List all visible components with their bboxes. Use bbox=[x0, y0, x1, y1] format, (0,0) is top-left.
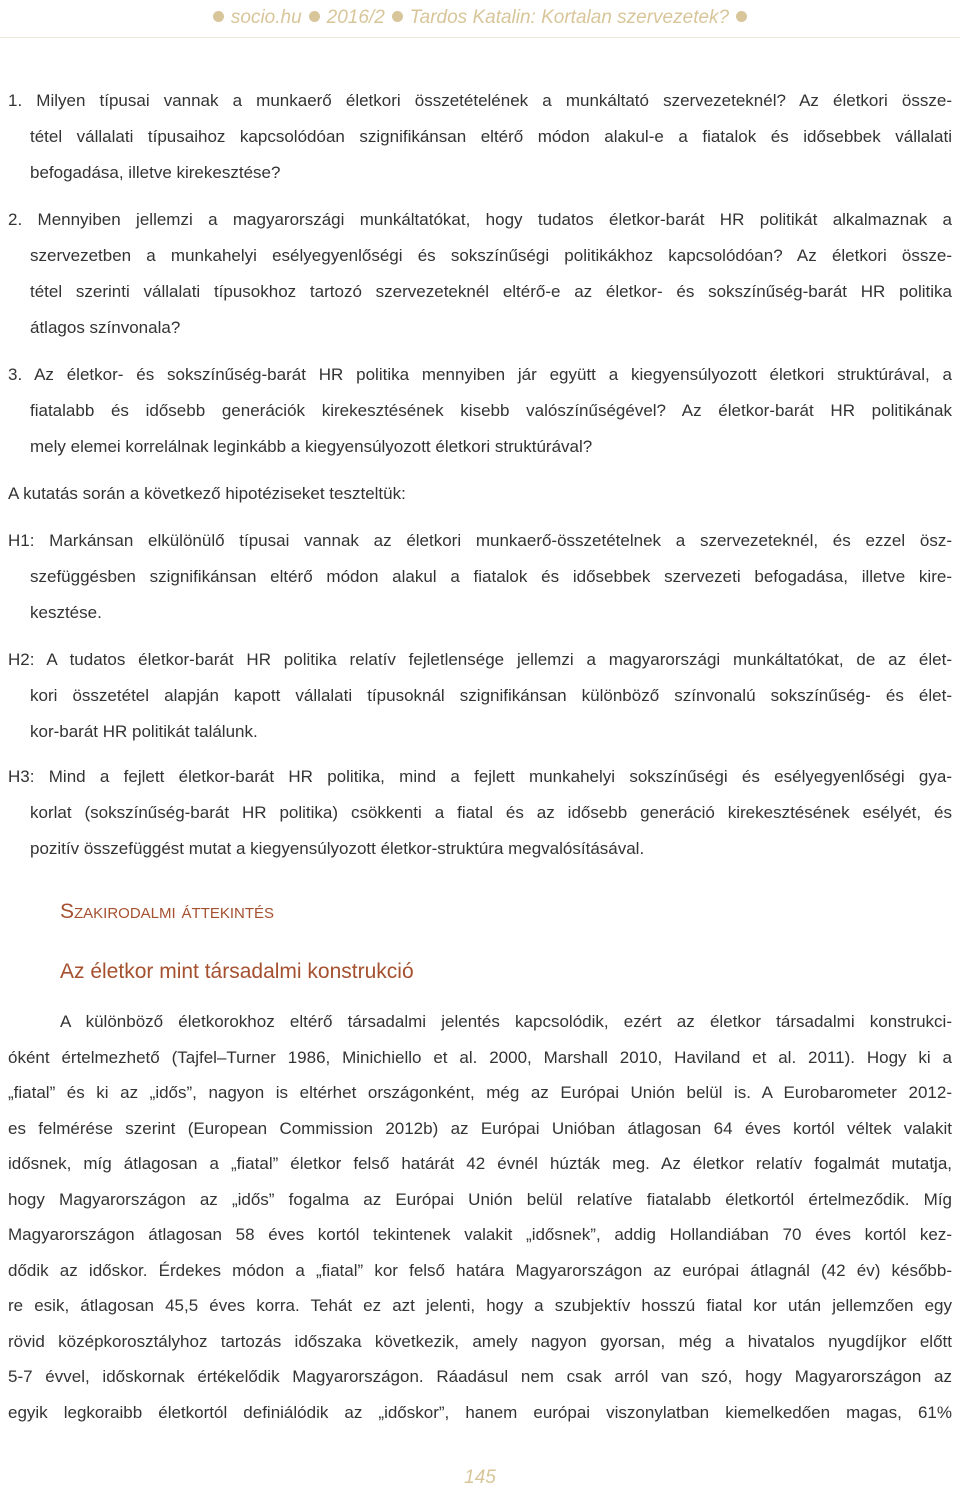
question-line: 1. Milyen típusai vannak a munkaerő életkori összetételének a munkáltató szervezeteknél? Az életkori össze- bbox=[8, 91, 952, 110]
body-text-line: es felmérése szerint (European Commission 2012b) az Európai Unióban átlagosan 64 éves kortól véltek valakit bbox=[8, 1118, 952, 1138]
hypothesis-h1 bbox=[8, 523, 952, 631]
page-number: 145 bbox=[464, 1467, 496, 1487]
article-citation: Tardos Katalin: Kortalan szervezetek? bbox=[409, 7, 730, 28]
hypothesis-h2 bbox=[8, 642, 952, 750]
question-line: fiatalabb és idősebb generációk kirekesztésének kisebb valószínűségével? Az életkor-barát HR politikának bbox=[30, 401, 952, 420]
header-rule bbox=[0, 37, 960, 38]
body-text-line: dődik az időskor. Érdekes módon a „fiatal” kor felső határa Magyarországon az európai átlagnál (42 év) később- bbox=[8, 1260, 952, 1280]
bullet-icon bbox=[213, 11, 224, 22]
research-question-2 bbox=[8, 202, 952, 346]
body-text-line: Magyarországon átlagosan 58 éves kortól tekintenek valakit „idősnek”, addig Hollandiában 70 éves kortól kez- bbox=[8, 1225, 952, 1244]
hypothesis-line: kori összetétel alapján kapott vállalati típusoknál szignifikánsan különböző színvonalú sokszínűség- és élet- bbox=[30, 686, 952, 705]
journal-issue: 2016/2 bbox=[326, 7, 385, 28]
question-line: szervezetben a munkahelyi esélyegyenlőségi és sokszínűségi politikákhoz kapcsolódóan? Az életkori össze- bbox=[30, 246, 952, 265]
question-line: mely elemei korrelálnak leginkább a kiegyensúlyozott életkori struktúrával? bbox=[30, 437, 593, 456]
article-body bbox=[8, 83, 952, 1430]
question-line: 3. Az életkor- és sokszínűség-barát HR politika mennyiben jár együtt a kiegyensúlyozott életkori struktúrával, a bbox=[8, 365, 952, 384]
subsection-heading: Az életkor mint társadalmi konstrukció bbox=[60, 960, 414, 983]
question-line: átlagos színvonala? bbox=[30, 318, 181, 337]
hypothesis-line: H2: A tudatos életkor-barát HR politika relatív fejletlensége jellemzi a magyarországi munkáltatókat, de az élet- bbox=[8, 650, 952, 669]
question-line: 2. Mennyiben jellemzi a magyarországi munkáltatókat, hogy tudatos életkor-barát HR politikát alkalmaznak a bbox=[8, 210, 952, 229]
body-text-line: A különböző életkorokhoz eltérő társadalmi jelentés kapcsolódik, ezért az életkor társadalmi konstrukci- bbox=[60, 1012, 952, 1031]
bullet-icon bbox=[309, 11, 320, 22]
hypothesis-line: H1: Markánsan elkülönülő típusai vannak az életkori munkaerő-összetételnek a szervezeteknél, és ezzel ösz- bbox=[8, 531, 952, 550]
question-line: befogadása, illetve kirekesztése? bbox=[30, 163, 281, 182]
section-heading: Szakirodalmi áttekintés bbox=[60, 900, 275, 923]
hypotheses-intro bbox=[8, 476, 952, 512]
body-text-line: hogy Magyarországon az „idős” fogalma az Európai Unión belül relatíve fiatalabb életkortól értelmeződik. Míg bbox=[8, 1189, 952, 1209]
hypotheses-intro-text: A kutatás során a következő hipotéziseket teszteltük: bbox=[8, 484, 406, 503]
journal-name: socio.hu bbox=[230, 7, 302, 28]
running-header bbox=[0, 0, 960, 36]
body-text-line: egyik legkoraibb életkortól definiálódik az „időskor”, hanem európai viszonylatban kiemelkedően magas, 61% bbox=[8, 1402, 952, 1422]
question-line: tétel szerinti vállalati típusokhoz tartozó szervezeteknél eltérő-e az életkor- és sokszínűség-barát HR politika bbox=[30, 282, 952, 301]
bullet-icon bbox=[736, 11, 747, 22]
hypothesis-line: pozitív összefüggést mutat a kiegyensúlyozott életkor-struktúra megvalósításával. bbox=[30, 839, 645, 858]
hypothesis-line: H3: Mind a fejlett életkor-barát HR politika, mind a fejlett munkahelyi sokszínűségi és esélyegyenlőségi gya- bbox=[8, 767, 952, 786]
body-text-line: „fiatal” és ki az „idős”, nagyon is eltérhet országonként, még az Európai Unión belül is. A Eurobarometer 2012- bbox=[8, 1083, 952, 1102]
body-text-line: rövid középkorosztályhoz tartozás időszaka következik, amely nagyon gyorsan, még a hivatalos nyugdíjkor előtt bbox=[8, 1331, 952, 1351]
body-text-line: 5-7 évvel, időskornak értékelődik Magyarországon. Ráadásul nem csak arról van szó, hogy Magyarországon az bbox=[8, 1367, 952, 1386]
hypothesis-line: szefüggésben szignifikánsan eltérő módon alakul a fiatalok és idősebbek szervezeti befogadása, illetve kire- bbox=[30, 567, 952, 586]
body-text-line: óként értelmezhető (Tajfel–Turner 1986, Minichiello et al. 2000, Marshall 2010, Haviland et al. 2011). Hogy ki a bbox=[8, 1047, 952, 1067]
hypothesis-line: kesztése. bbox=[30, 603, 102, 622]
research-question-3 bbox=[8, 357, 952, 465]
question-line: tétel vállalati típusaihoz kapcsolódóan szignifikánsan eltérő módon alakul-e a fiatalok és idősebbek vállalati bbox=[30, 127, 952, 146]
research-question-1 bbox=[8, 83, 952, 191]
body-text-line: re esik, átlagosan 45,5 éves korra. Tehát ez azt jelenti, hogy a szubjektív hosszú fiatal kor után jellemzően egy bbox=[8, 1296, 952, 1315]
bullet-icon bbox=[392, 11, 403, 22]
hypothesis-line: korlat (sokszínűség-barát HR politika) csökkenti a fiatal és az idősebb generáció kirekesztésének esélyét, és bbox=[30, 803, 952, 822]
hypothesis-h3 bbox=[8, 759, 952, 867]
body-text-line: idősnek, míg átlagosan a „fiatal” életkor felső határát 42 évnél húzták meg. Az életkor relatív fogalmát mutatja, bbox=[8, 1154, 952, 1173]
body-paragraph bbox=[8, 1004, 952, 1430]
hypothesis-line: kor-barát HR politikát találunk. bbox=[30, 722, 258, 741]
